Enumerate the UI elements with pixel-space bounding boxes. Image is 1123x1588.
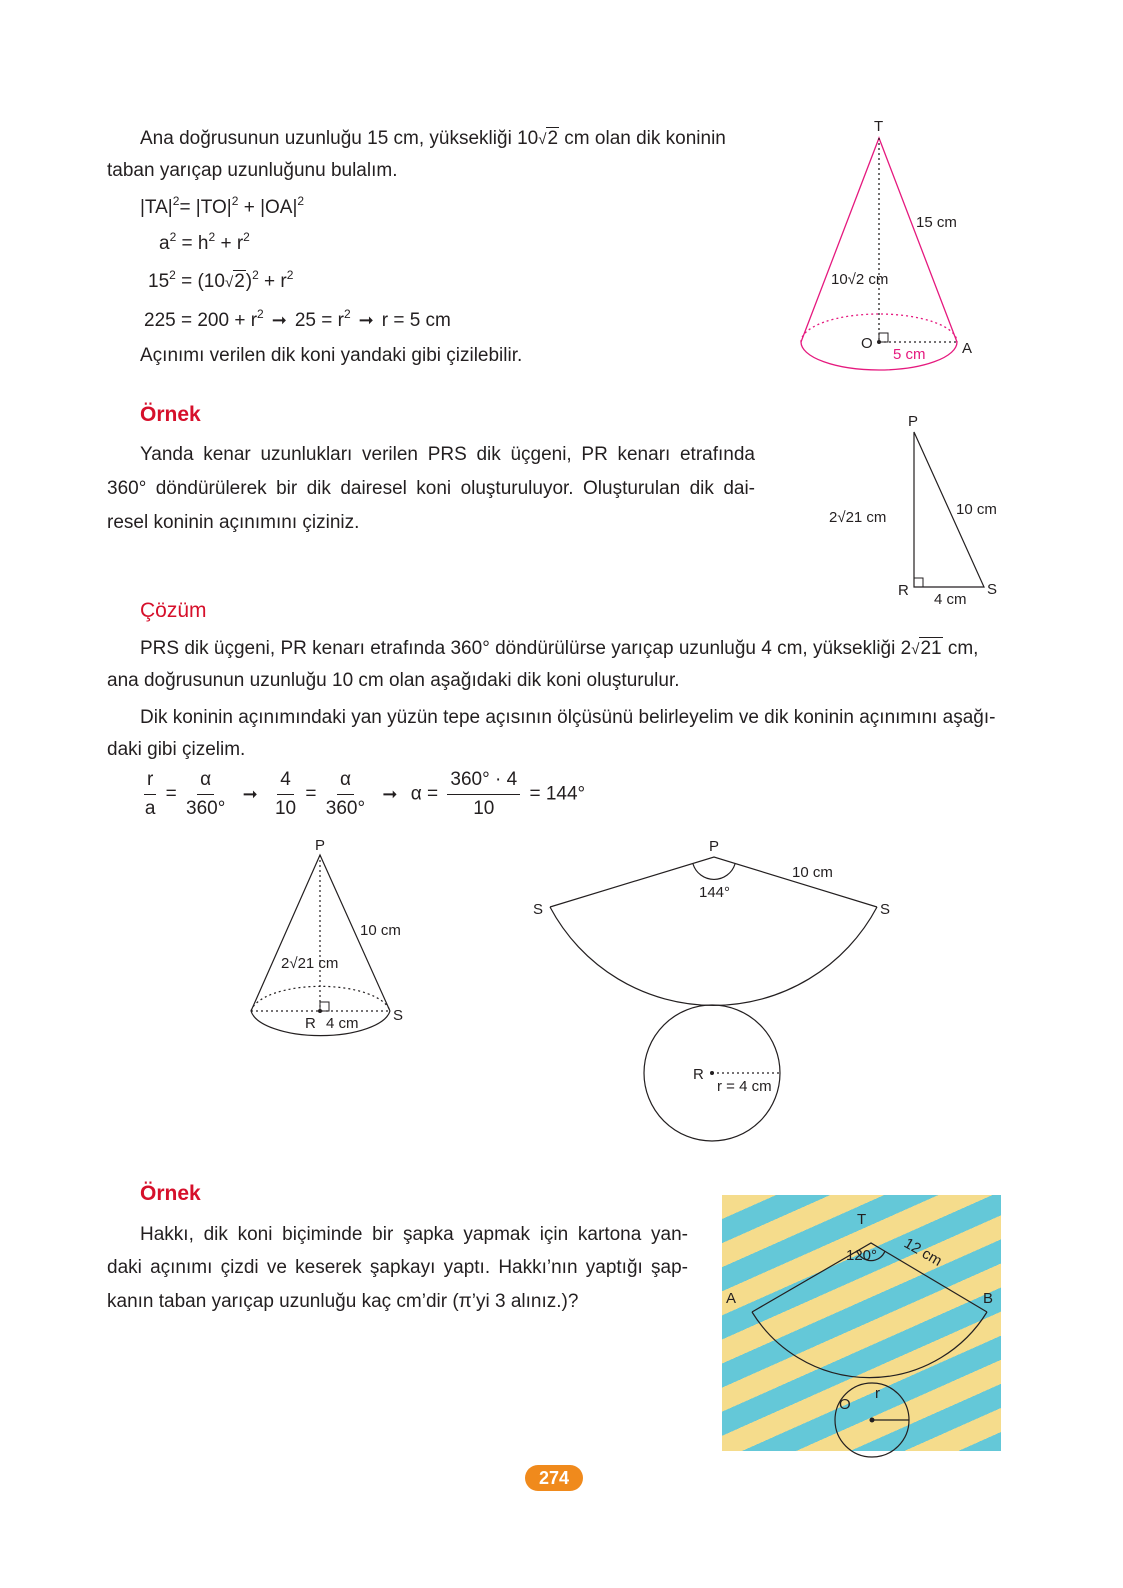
num: 360° · 4 (447, 768, 520, 795)
cone-net-figure (533, 838, 890, 1141)
example-1-line: resel koninin açınımını çiziniz. (107, 512, 360, 533)
sqrt-sign: √ (538, 131, 547, 148)
label: R (305, 1015, 316, 1032)
sqrt-sign: √ (224, 274, 234, 291)
label: 4 cm (326, 1015, 359, 1032)
exp: 2 (257, 307, 264, 321)
t: 15 (148, 271, 170, 292)
num: α (337, 768, 354, 795)
exp: 2 (297, 194, 305, 208)
label: r = 4 cm (717, 1078, 772, 1095)
arrow-icon: ➞ (271, 310, 287, 330)
t: = (305, 783, 317, 805)
label: P (908, 413, 919, 430)
arrow-icon: ➞ (242, 783, 258, 804)
center-dot (870, 1418, 875, 1423)
label: B (983, 1290, 994, 1307)
exp: 2 (252, 268, 259, 282)
cone-1-figure (801, 118, 972, 370)
num: r (144, 768, 156, 795)
den: 360° (325, 798, 366, 819)
intro-conclusion: Açınımı verilen dik koni yandaki gibi çizilebilir. (140, 345, 523, 366)
solution-line-3: Dik koninin açınımındaki yan yüzün tepe açısının ölçüsünü belirleyelim ve dik koninin açınımını aşağı- (140, 707, 996, 728)
text: cm olan dik koninin (559, 128, 726, 149)
t: α (410, 783, 422, 805)
label: R (693, 1066, 704, 1083)
num: α (197, 768, 214, 795)
radicand: 2 (547, 128, 559, 149)
label: T (874, 118, 884, 135)
triangle-prs-figure (829, 413, 997, 608)
example-1-heading: Örnek (140, 403, 201, 426)
angle-arc (693, 864, 735, 879)
label: O (839, 1396, 851, 1413)
t: PRS dik üçgeni, PR kenarı etrafında 360° döndürülürse yarıçap uzunluğu 4 cm, yüksekliği 2 (140, 638, 912, 659)
cone-2-figure (251, 837, 403, 1036)
page-number: 274 (525, 1465, 583, 1491)
t: = |TO| (179, 197, 232, 218)
intro-line-2: taban yarıçap uzunluğunu bulalım. (107, 160, 398, 181)
t: + r (258, 271, 287, 292)
label: 5 cm (893, 346, 926, 363)
label: S (987, 581, 998, 598)
t: + |OA| (238, 197, 298, 218)
arrow-icon: ➞ (358, 310, 374, 330)
t: a (159, 233, 170, 254)
den: 10 (274, 798, 297, 819)
solution-line-2: ana doğrusunun uzunluğu 10 cm olan aşağıdaki dik koni oluşturulur. (107, 670, 680, 691)
t: = (427, 783, 439, 805)
text: Ana doğrusunun uzunluğu 15 cm, yüksekliği 10 (140, 128, 539, 149)
label: 12 cm (901, 1234, 945, 1270)
den: a (144, 798, 156, 819)
label: 10 cm (792, 864, 833, 881)
solution-heading: Çözüm (140, 599, 207, 622)
label: S (880, 901, 891, 918)
t: r = 5 cm (381, 310, 451, 331)
example-2-line: daki açınımı çizdi ve keserek şapkayı yaptı. Hakkı’nın yaptığı şap- (107, 1257, 688, 1278)
example-1-line: 360° döndürülerek bir dik dairesel koni oluşturuluyor. Oluşturulan dik dai- (107, 478, 755, 499)
t: = (10 (175, 271, 225, 292)
t: = h (176, 233, 209, 254)
example-2-heading: Örnek (140, 1182, 201, 1205)
exp: 2 (169, 230, 177, 244)
label: S (533, 901, 544, 918)
label: R (898, 582, 909, 599)
t: |TA| (140, 197, 173, 218)
cone-2-base-front (251, 1011, 390, 1036)
label: 144° (699, 884, 731, 901)
exp: 2 (286, 268, 294, 282)
radicand: 21 (920, 638, 942, 659)
exp: 2 (169, 268, 176, 282)
label: r (875, 1385, 880, 1402)
label: A (962, 340, 973, 357)
label: 4 cm (934, 591, 967, 608)
example-2-line: Hakkı, dik koni biçiminde bir şapka yapmak için kartona yan- (140, 1224, 688, 1245)
exp: 2 (343, 307, 351, 321)
den: 360° (186, 798, 226, 819)
radicand: 2 (234, 271, 245, 292)
label: 10 cm (360, 922, 401, 939)
label: 2√21 cm (829, 509, 887, 526)
label: 2√21 cm (281, 955, 339, 972)
exp: 2 (243, 230, 250, 244)
exp: 2 (172, 194, 180, 208)
center-dot (318, 1009, 322, 1013)
sector-arc (752, 1312, 987, 1378)
cone-1-base-front (801, 342, 957, 370)
label: T (857, 1211, 867, 1228)
label: P (315, 837, 326, 854)
t: 25 = r (294, 310, 344, 331)
exp: 2 (208, 230, 216, 244)
label: 15 cm (916, 214, 957, 231)
label: 10 cm (956, 501, 997, 518)
den: 10 (473, 798, 495, 819)
label: 10√2 cm (831, 271, 889, 288)
sqrt-sign: √ (911, 641, 920, 658)
t: ) (245, 271, 253, 292)
arrow-icon: ➞ (382, 783, 398, 804)
solution-line-4: daki gibi çizelim. (107, 739, 246, 760)
t: cm, (942, 638, 979, 659)
right-angle-icon (914, 578, 923, 587)
center-dot (710, 1071, 714, 1075)
t: + r (215, 233, 244, 254)
center-dot (877, 340, 881, 344)
label: S (393, 1007, 404, 1024)
t: = 144° (529, 783, 586, 805)
hat-net-figure (726, 1211, 993, 1457)
num: 4 (277, 768, 294, 795)
exp: 2 (231, 194, 239, 208)
label: P (709, 838, 720, 855)
label: 120° (846, 1247, 878, 1264)
example-1-line: Yanda kenar uzunlukları verilen PRS dik üçgeni, PR kenarı etrafında (140, 444, 755, 465)
label: A (726, 1290, 737, 1307)
t: 225 = 200 + r (144, 310, 258, 331)
sector-arc (550, 907, 877, 1005)
t: = (165, 783, 177, 805)
example-2-line: kanın taban yarıçap uzunluğu kaç cm’dir (π’yi 3 alınız.)? (107, 1291, 579, 1312)
label: O (861, 335, 873, 352)
